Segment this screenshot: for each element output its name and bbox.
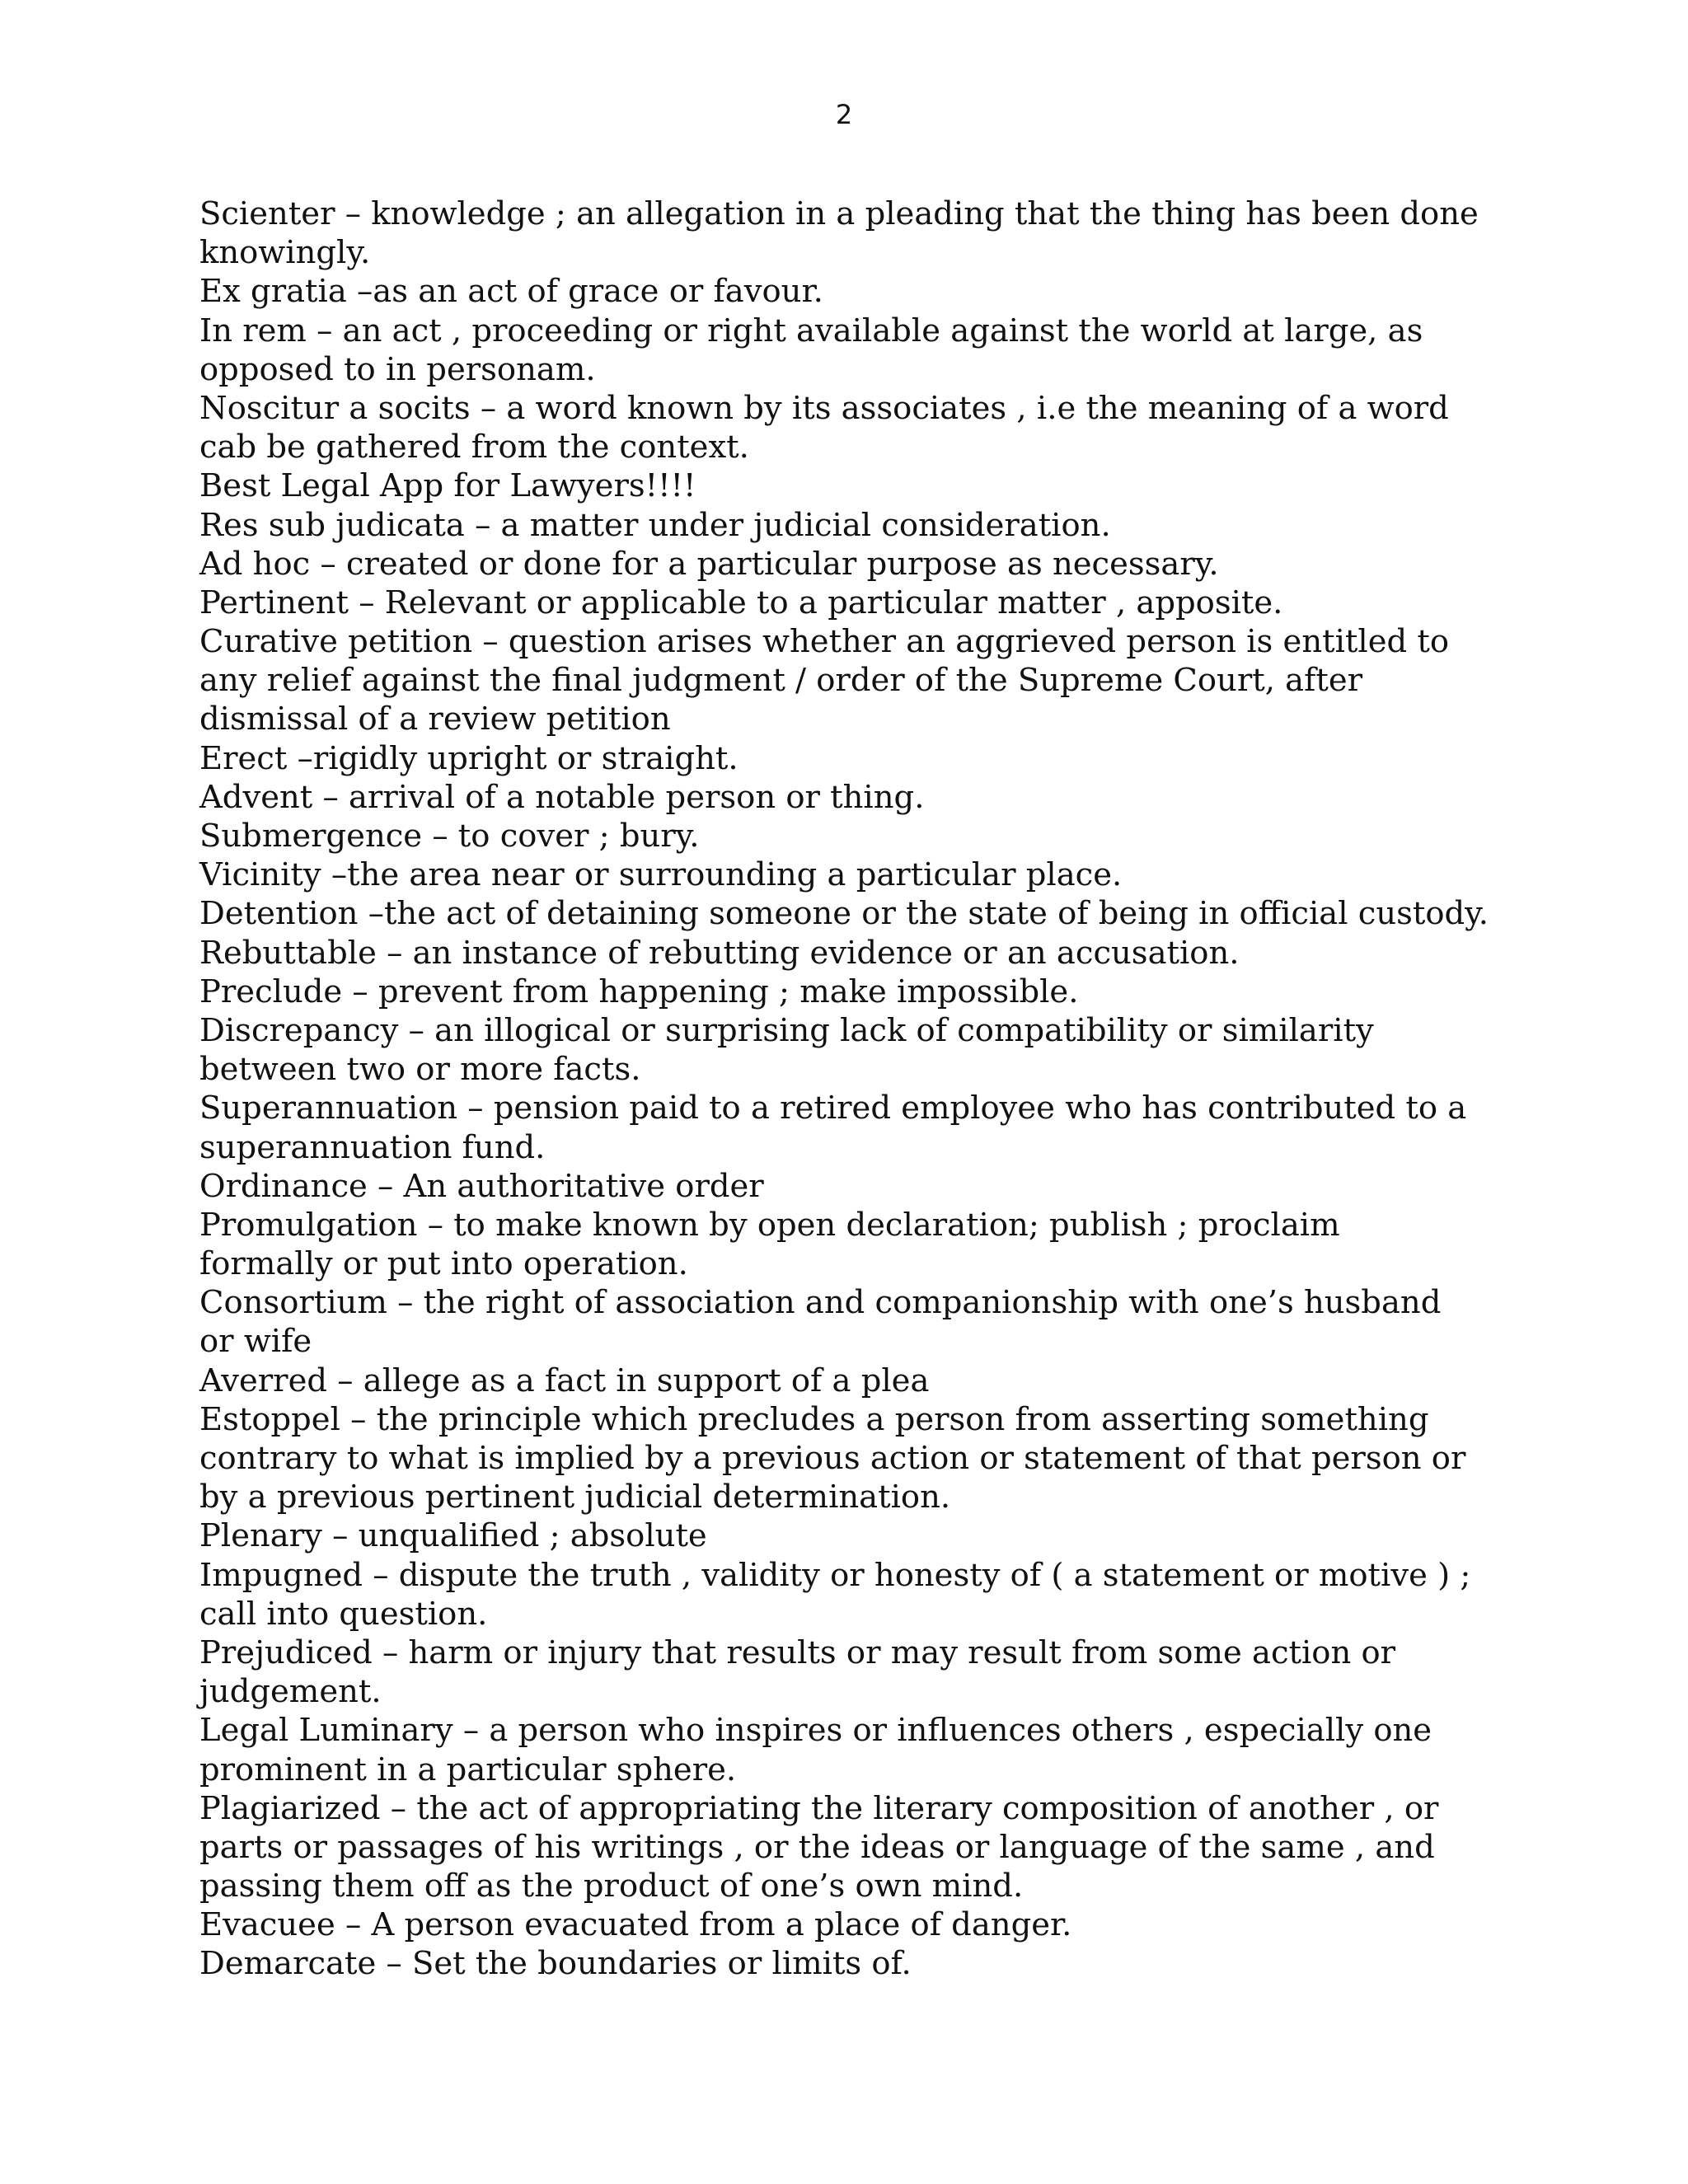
text-line: contrary to what is implied by a previous action or statement of that person or: [199, 1440, 1466, 1477]
text-line: Legal Luminary – a person who inspires or influences others , especially one: [199, 1712, 1432, 1750]
text-line: Estoppel – the principle which precludes a person from asserting something: [199, 1400, 1429, 1438]
text-line: Curative petition – question arises whether an aggrieved person is entitled to: [199, 623, 1450, 661]
text-line: prominent in a particular sphere.: [199, 1750, 737, 1788]
text-line: call into question.: [199, 1595, 488, 1633]
text-line: knowingly.: [199, 234, 371, 272]
text-line: Scienter – knowledge ; an allegation in a pleading that the thing has been done: [199, 195, 1479, 232]
text-line: between two or more facts.: [199, 1051, 641, 1089]
text-line: formally or put into operation.: [199, 1245, 688, 1283]
text-line: Ordinance – An authoritative order: [199, 1167, 764, 1205]
text-line: Evacuee – A person evacuated from a place of danger.: [199, 1906, 1072, 1944]
text-line: by a previous pertinent judicial determination.: [199, 1479, 951, 1516]
text-line: Promulgation – to make known by open declaration; publish ; proclaim: [199, 1206, 1340, 1244]
text-line: dismissal of a review petition: [199, 701, 671, 738]
text-line: Detention –the act of detaining someone or the state of being in official custody.: [199, 895, 1489, 933]
text-line: Rebuttable – an instance of rebutting evidence or an accusation.: [199, 934, 1240, 972]
text-line: passing them off as the product of one’s own mind.: [199, 1868, 1024, 1905]
text-line: Advent – arrival of a notable person or thing.: [199, 778, 925, 816]
text-line: In rem – an act , proceeding or right available against the world at large, as: [199, 312, 1423, 349]
page-number: 2: [835, 99, 853, 130]
text-line: Vicinity –the area near or surrounding a particular place.: [199, 856, 1123, 894]
text-line: Submergence – to cover ; bury.: [199, 818, 700, 855]
text-line: Res sub judicata – a matter under judicial consideration.: [199, 506, 1111, 544]
text-line: Preclude – prevent from happening ; make impossible.: [199, 972, 1079, 1010]
text-line: Pertinent – Relevant or applicable to a particular matter , apposite.: [199, 583, 1283, 621]
text-line: Discrepancy – an illogical or surprising lack of compatibility or similarity: [199, 1011, 1374, 1049]
text-line: Plenary – unqualified ; absolute: [199, 1517, 707, 1555]
text-line: Plagiarized – the act of appropriating the literary composition of another , or: [199, 1789, 1439, 1827]
text-line: Erect –rigidly upright or straight.: [199, 739, 738, 777]
text-line: parts or passages of his writings , or the ideas or language of the same , and: [199, 1828, 1435, 1866]
text-line: Impugned – dispute the truth , validity or honesty of ( a statement or motive ) ;: [199, 1556, 1471, 1594]
text-line: Ex gratia –as an act of grace or favour.: [199, 273, 823, 311]
text-line: Best Legal App for Lawyers!!!!: [199, 467, 696, 505]
text-line: opposed to in personam.: [199, 350, 596, 388]
text-line: Ad hoc – created or done for a particular purpose as necessary.: [199, 545, 1219, 583]
text-line: superannuation fund.: [199, 1128, 546, 1166]
text-line: judgement.: [199, 1673, 382, 1711]
text-line: cab be gathered from the context.: [199, 429, 749, 466]
text-line: Superannuation – pension paid to a retired employee who has contributed to a: [199, 1090, 1467, 1127]
text-line: Averred – allege as a fact in support of a plea: [199, 1361, 930, 1399]
text-line: Demarcate – Set the boundaries or limits of.: [199, 1945, 912, 1983]
text-line: Consortium – the right of association and companionship with one’s husband: [199, 1284, 1442, 1322]
glossary-text: [199, 194, 1493, 1984]
text-line: Prejudiced – harm or injury that results or may result from some action or: [199, 1633, 1396, 1671]
text-line: or wife: [199, 1323, 312, 1361]
text-line: Noscitur a socits – a word known by its associates , i.e the meaning of a word: [199, 389, 1449, 427]
text-line: any relief against the final judgment / order of the Supreme Court, after: [199, 662, 1363, 700]
